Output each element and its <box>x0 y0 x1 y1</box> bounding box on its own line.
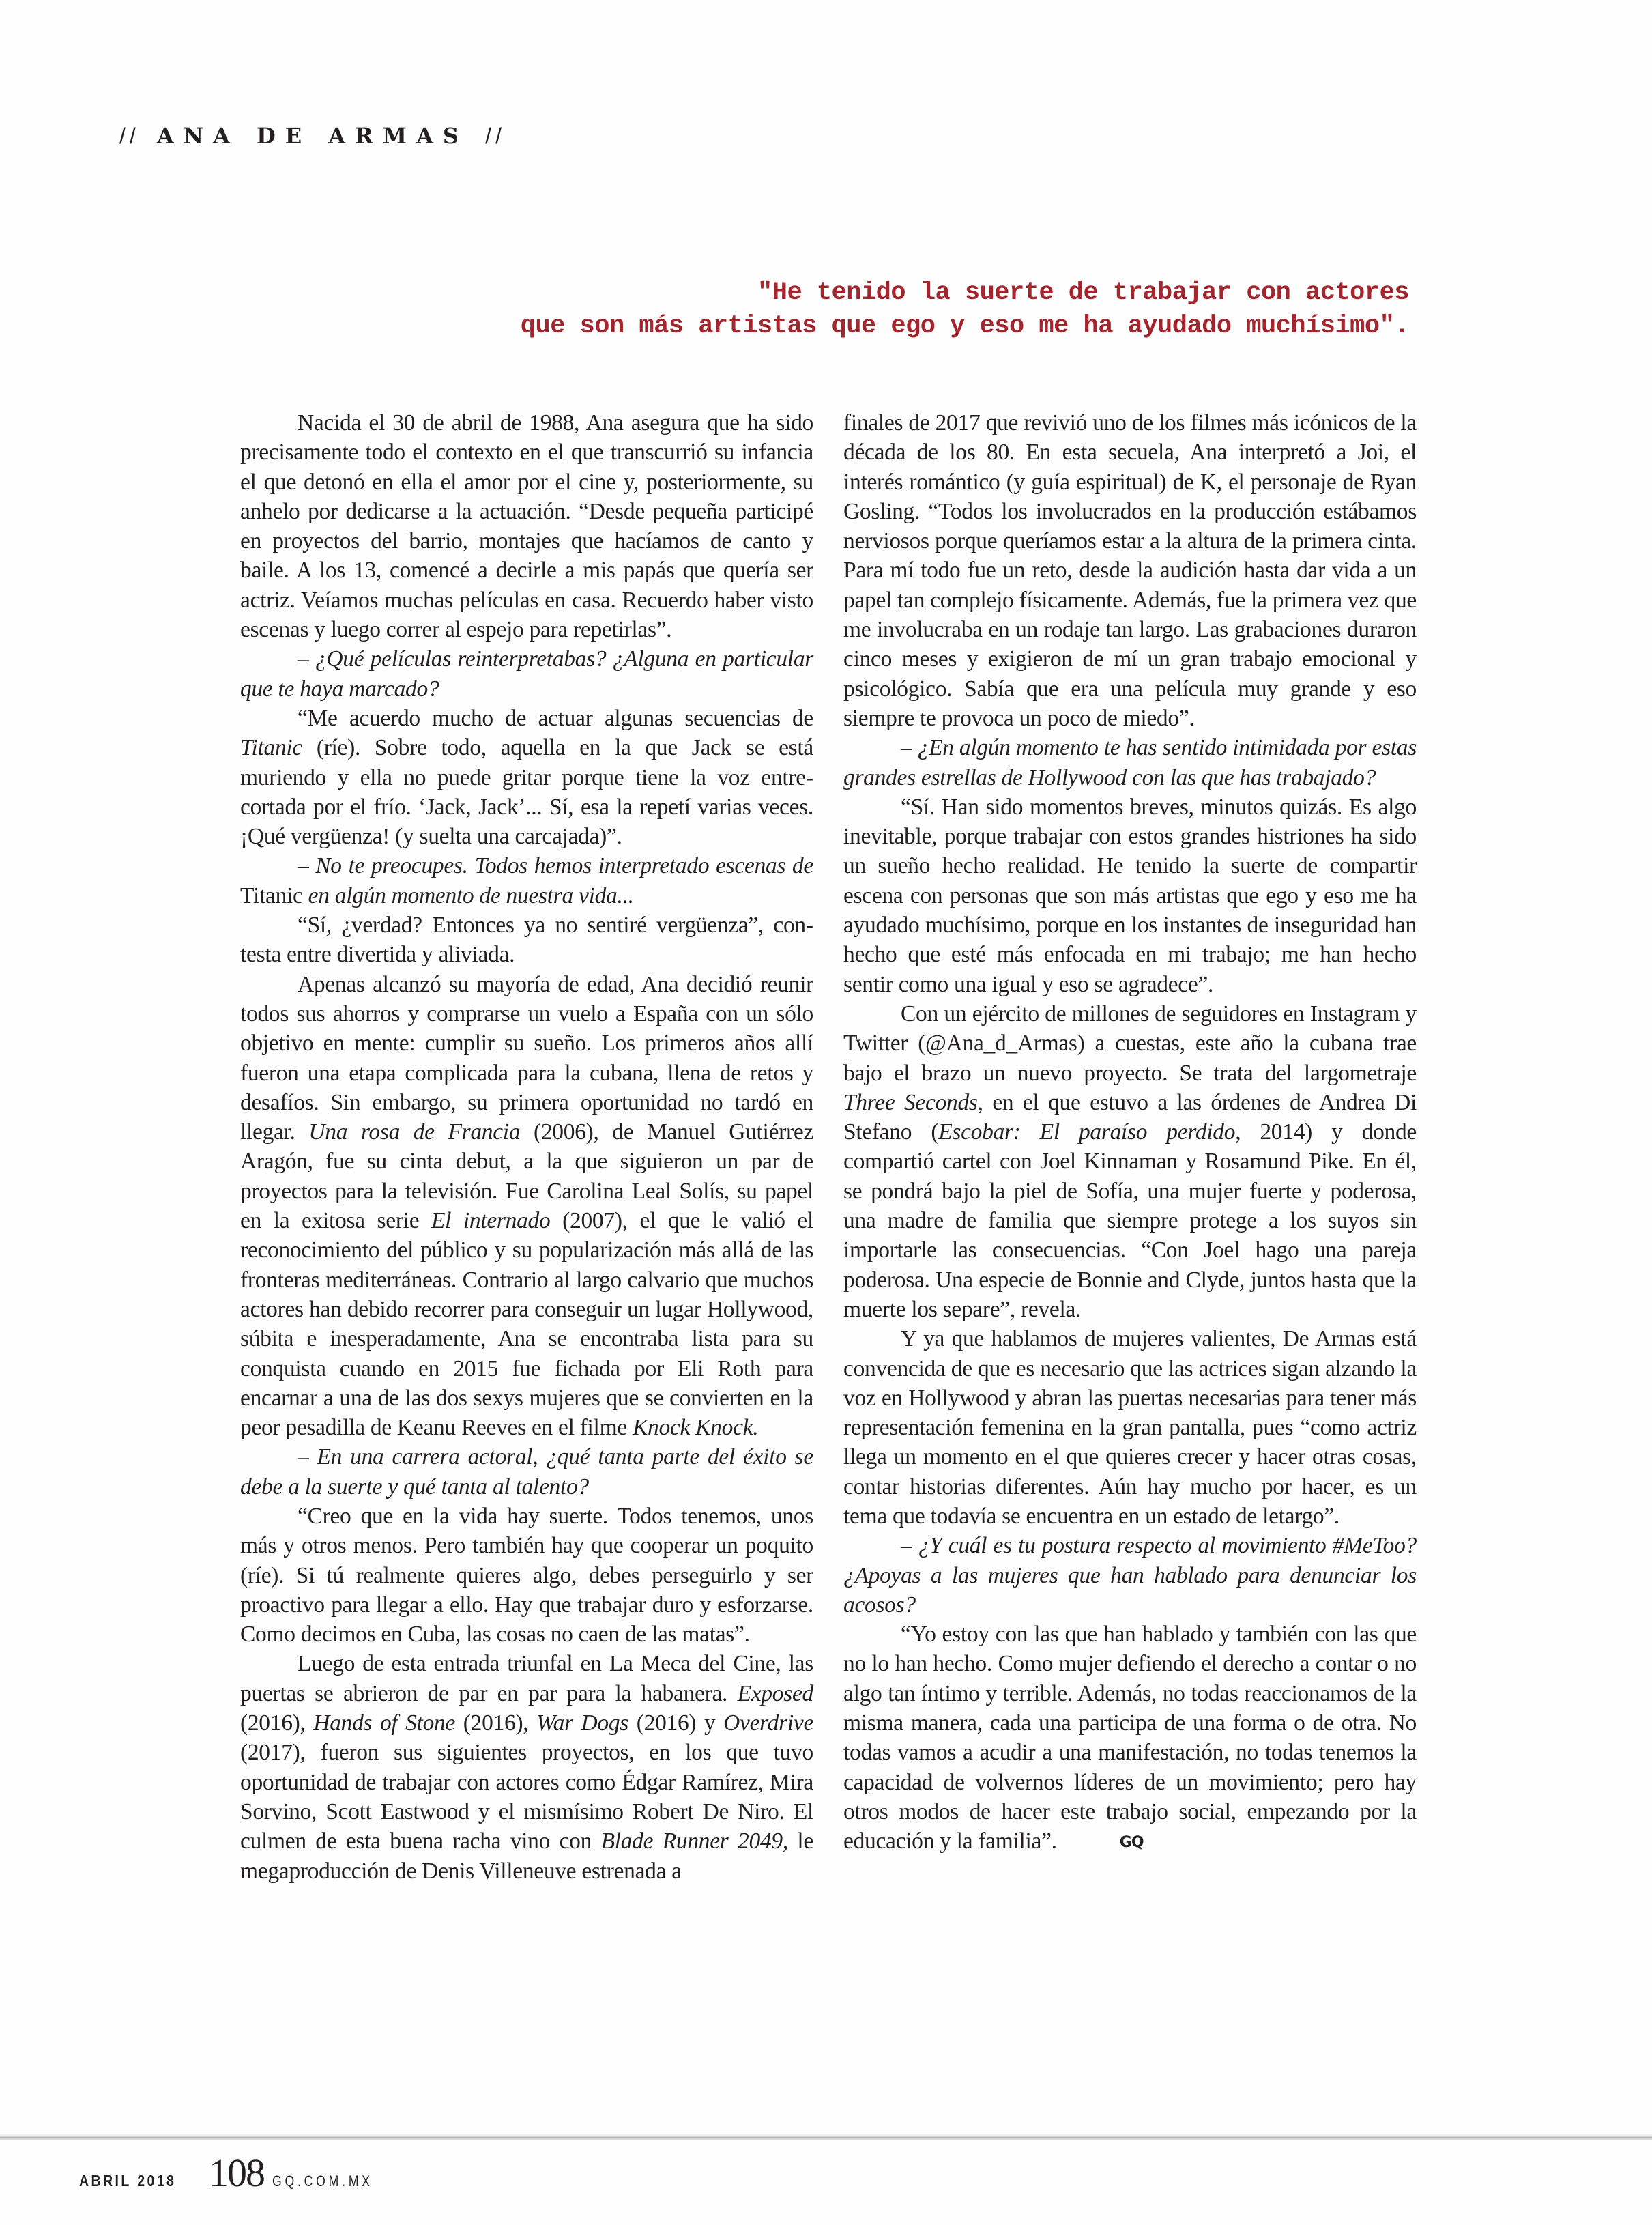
title-italic: Overdrive <box>723 1710 814 1736</box>
text-segment: (2006), de Manuel Gutiérrez Aragón, fue su cinta debut, a la que siguieron un par de proyectos para la televisión. Fue Carolina Leal Solís, su papel en la exitosa serie <box>240 1119 813 1234</box>
interview-question <box>240 1442 813 1502</box>
body-paragraph <box>240 1502 813 1649</box>
section-tag <box>119 123 506 149</box>
footer-divider <box>0 2134 1652 2140</box>
body-paragraph <box>843 792 1417 999</box>
text-segment: – ¿Y cuál es tu postura respecto al movimiento #MeToo? ¿Apoyas a las mujeres que han hablado para denunciar los acosos? <box>843 1533 1417 1618</box>
body-paragraph <box>843 1620 1417 1857</box>
interview-question <box>843 733 1417 792</box>
issue-date: ABRIL 2018 <box>79 2172 177 2190</box>
text-segment: , en el que estuvo a las órdenes de Andrea Di Stefano ( <box>843 1089 1417 1145</box>
article-column-left <box>240 408 813 1886</box>
title-italic: Escobar: El paraíso perdido <box>938 1119 1236 1145</box>
section-tag-slash-right: // <box>485 124 506 148</box>
title-italic: Blade Runner 2049, <box>600 1828 788 1854</box>
text-segment: (2007), el que le valió el reconocimiento del público y su popularización más allá de las fronteras mediterráneas. Contrario al largo calvario que muchos actores han debido recorrer para conseguir un lugar Hollywood, súbita e inesperadamente, Ana se encontraba lista para su conquista cuando en 2015 fue fichada por Eli Roth para encarnar a una de las dos sexys mujeres que se convierten en la peor pesadilla de Keanu Reeves en el filme <box>240 1208 813 1441</box>
text-segment: (2016) y <box>628 1710 724 1736</box>
body-paragraph <box>843 999 1417 1324</box>
text-segment: (ríe). Sobre todo, aquella en la que Jack se está muriendo y ella no puede gritar porque tiene la voz entrecortada por el frío. ‘Jack, Jack’... Sí, esa la repetí varias veces. ¡Qué vergüenza! (y suelta una carcajada)”. <box>240 735 813 850</box>
body-paragraph <box>843 408 1417 733</box>
title-italic: Three Seconds <box>843 1089 978 1115</box>
interview-question <box>240 644 813 704</box>
title-italic: Una rosa de Francia <box>308 1119 521 1145</box>
title-italic: Hands of Stone <box>313 1710 456 1736</box>
text-segment: Luego de esta entrada triunfal en La Meca del Cine, las puertas se abrieron de par en par para la habanera. <box>240 1651 813 1706</box>
text-segment: – ¿Qué películas reinterpretabas? ¿Alguna en particular que te haya marcado? <box>240 646 813 702</box>
text-segment: – No te preocupes. Todos hemos interpretado escenas de <box>298 853 813 879</box>
body-paragraph <box>240 910 813 970</box>
text-segment: (2016), <box>455 1710 537 1736</box>
gq-logo-icon: GQ <box>1119 1834 1144 1852</box>
text-segment: Apenas alcanzó su mayoría de edad, Ana decidió reunir todos sus ahorros y comprarse un vuelo a España con un sólo objetivo en mente: cumplir su sueño. Los primeros años allí fueron una etapa complicada para la cubana, llena de retos y desafíos. Sin embargo, su primera oportunidad no tardó en llegar. <box>240 971 813 1145</box>
article-column-right <box>843 408 1417 1858</box>
body-paragraph <box>240 1649 813 1885</box>
page-number: 108 <box>209 2151 264 2195</box>
pull-quote-line: que son más artistas que ego y eso me ha ayudado muchísimo". <box>520 312 1409 341</box>
text-segment: (2017), fueron sus siguientes proyectos, en los que tuvo oportunidad de trabajar con actores como Édgar Ramírez, Mira Sorvino, Scott Eastwood y el mismísimo Robert De Niro. El culmen de esta buena racha vino con <box>240 1740 813 1854</box>
title-italic: War Dogs <box>536 1710 629 1736</box>
body-paragraph <box>240 970 813 1443</box>
interview-question <box>843 1531 1417 1620</box>
text-segment: Titanic <box>240 882 303 908</box>
page-footer <box>79 2150 398 2196</box>
text-segment: – ¿En algún momento te has sentido intimidada por estas grandes estrellas de Hollywood con las que has trabajado? <box>843 735 1417 790</box>
text-segment: – En una carrera actoral, ¿qué tanta parte del éxito se debe a la suerte y qué tanta al talento? <box>240 1444 813 1499</box>
pull-quote <box>521 276 1409 343</box>
pull-quote-line: "He tenido la suerte de trabajar con actores <box>757 278 1409 307</box>
text-segment: , 2014) y donde compartió cartel con Joel Kinnaman y Rosamund Pike. En él, se pondrá bajo la piel de Sofía, una mujer fuerte y poderosa, una madre de familia que siempre protege a los suyos sin importarle las consecuencias. “Con Joel hago una pareja poderosa. Una especie de Bonnie and Clyde, juntos hasta que la muerte los separe”, revela. <box>843 1119 1417 1322</box>
interview-question <box>240 851 813 910</box>
text-segment: finales de 2017 que revivió uno de los filmes más icónicos de la década de los 80. En esta secuela, Ana interpretó a Joi, el interés romántico (y guía espiritual) de K, el personaje de Ryan Gosling. “Todos los involucrados en la producción estábamos nerviosos porque queríamos estar a la altura de la primera cinta. Para mí todo fue un reto, desde la audición hasta dar vida a un papel tan complejo físicamente. Además, fue la primera vez que me involucraba en un rodaje tan largo. Las grabaciones duraron cinco meses y exigieron de mí un gran trabajo emocional y psicológico. Sabía que era una película muy grande y eso siempre te provoca un poco de miedo”. <box>843 410 1417 731</box>
title-italic: Knock Knock. <box>632 1415 759 1441</box>
website-link: GQ.COM.MX <box>272 2172 373 2190</box>
title-italic: Titanic <box>240 735 302 761</box>
text-segment: “Yo estoy con las que han hablado y también con las que no lo han hecho. Como mujer defiendo el derecho a contar o no algo tan íntimo y terrible. Además, no todas reaccionamos de la misma manera, cada una participa de una forma o de otra. No todas vamos a acudir a una manifestación, no todas tenemos la capacidad de volvernos líderes de un movimiento; pero hay otros modos de hacer este trabajo social, empezando por la educación y la familia”. <box>843 1622 1417 1854</box>
body-paragraph <box>240 704 813 851</box>
section-tag-slash-left: // <box>119 124 140 148</box>
text-segment: en algún momento de nuestra vida... <box>302 882 634 908</box>
text-segment: Nacida el 30 de abril de 1988, Ana asegura que ha sido precisamente todo el contexto en el que transcurrió su infancia el que detonó en ella el amor por el cine y, posteriormente, su anhelo por dedicarse a la actuación. “Desde pequeña participé en proyectos del barrio, montajes que hacíamos de canto y baile. A los 13, comencé a decirle a mis papás que quería ser actriz. Veíamos muchas películas en casa. Recuerdo haber visto escenas y luego correr al espejo para repetirlas”. <box>240 410 813 643</box>
text-segment: “Sí, ¿verdad? Entonces ya no sentiré vergüenza”, contesta entre divertida y aliviada. <box>240 913 813 968</box>
body-paragraph <box>240 408 813 644</box>
text-segment: “Me acuerdo mucho de actuar algunas secuencias de <box>298 705 813 731</box>
text-segment: “Creo que en la vida hay suerte. Todos tenemos, unos más y otros menos. Pero también hay que cooperar un poquito (ríe). Si tú realmente quieres algo, debes perseguirlo y ser proactivo para llegar a ello. Hay que trabajar duro y esforzarse. Como decimos en Cuba, las cosas no caen de las matas”. <box>240 1503 813 1648</box>
text-segment: Y ya que hablamos de mujeres valientes, De Armas está convencida de que es necesario que las actrices sigan alzando la voz en Hollywood y abran las puertas necesarias para tener más representación femenina en la gran pantalla, pues “como actriz llega un momento en el que quieres crecer y hacer otras cosas, contar historias diferentes. Aún hay mucho por hacer, es un tema que todavía se encuentra en un estado de letargo”. <box>843 1326 1417 1529</box>
title-italic: Exposed <box>737 1680 813 1706</box>
title-italic: El internado <box>431 1208 551 1234</box>
text-segment: Con un ejército de millones de seguidores en Instagram y Twitter (@Ana_d_Armas) a cuestas, este año la cubana trae bajo el brazo un nuevo proyecto. Se trata del largometraje <box>843 1001 1417 1086</box>
body-paragraph <box>843 1324 1417 1531</box>
text-segment: (2016), <box>240 1710 314 1736</box>
text-segment: le megaproducción de Denis Villeneuve estrenada a <box>240 1828 814 1884</box>
text-segment: “Sí. Han sido momentos breves, minutos quizás. Es algo inevitable, porque trabajar con estos grandes histriones ha sido un sueño hecho realidad. He tenido la suerte de compartir escena con personas que son más artistas que ego y eso me ha ayudado muchísimo, porque en los instantes de inseguridad han hecho que esté más enfocada en mi trabajo; me han hecho sentir como una igual y eso se agradece”. <box>843 794 1417 997</box>
section-tag-title: ANA DE ARMAS <box>156 123 469 149</box>
